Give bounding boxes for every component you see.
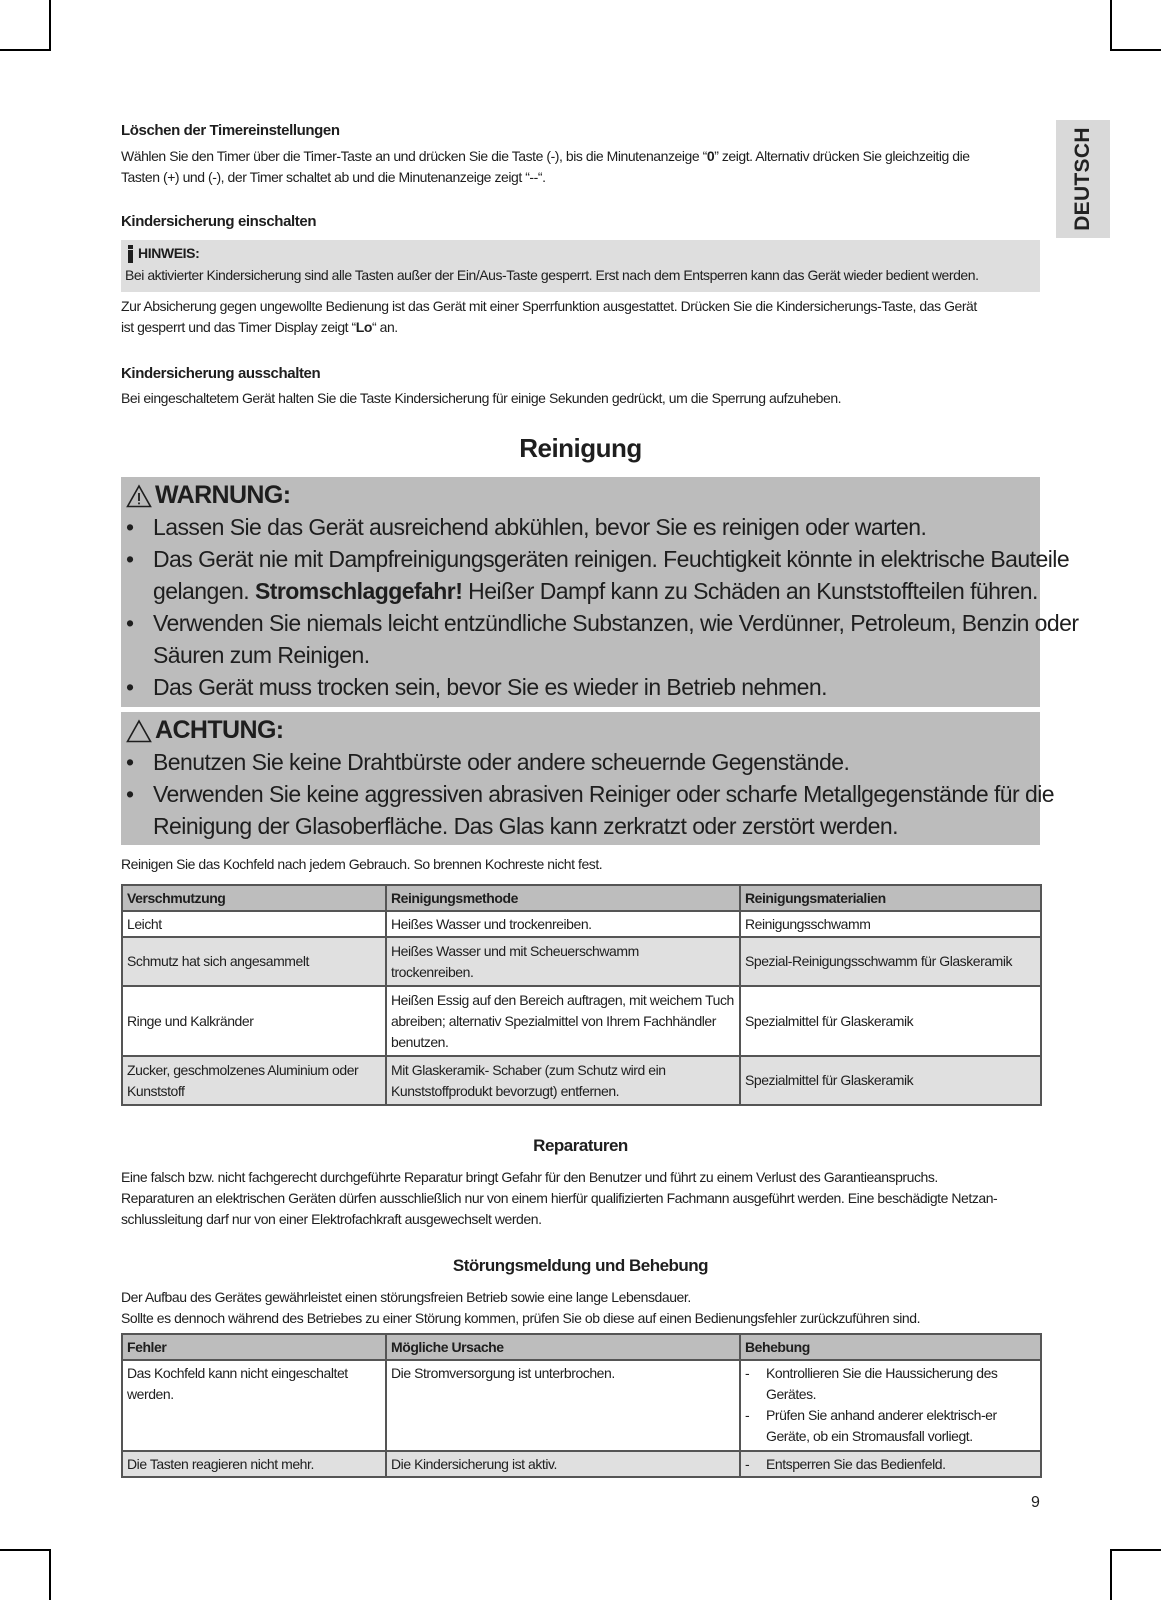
caution-box: ACHTUNG: • Benutzen Sie keine Drahtbürste oder andere scheuernde Gegenstände. • Verwenden Sie keine aggressiven abrasiven Reiniger oder scharfe Metallgegenstände für die Reinigung der Glasoberfläche. Das Glas kann zerkratzt oder zerstört werden. xyxy=(121,712,1040,845)
table-cell: Mit Glaskeramik- Schaber (zum Schutz wird ein Kunststoffprodukt bevorzugt) entfernen. xyxy=(386,1056,740,1105)
troubleshooting-line-1: Der Aufbau des Gerätes gewährleistet einen störungsfreien Betrieb sowie eine lange Lebensdauer. xyxy=(121,1289,691,1305)
table-row xyxy=(122,986,1041,1056)
table-cell: Heißes Wasser und trockenreiben. xyxy=(386,911,740,937)
fix-list xyxy=(745,1363,1036,1447)
table-row xyxy=(122,1360,1041,1451)
timer-reset-paragraph xyxy=(121,146,970,188)
table-cell xyxy=(740,1451,1041,1477)
table-cell: Spezialmittel für Glaskeramik xyxy=(740,986,1041,1056)
table-cell: Schmutz hat sich angesammelt xyxy=(122,937,386,986)
warning-title: WARNUNG: xyxy=(126,481,290,510)
timer-reset-heading: Löschen der Timereinstellungen xyxy=(121,122,340,139)
fix-item: - Prüfen Sie anhand anderer elektrisch-er Geräte, ob ein Stromausfall vorliegt. xyxy=(745,1407,997,1444)
table-cell: Leicht xyxy=(122,911,386,937)
column-header: Fehler xyxy=(122,1334,386,1360)
repairs-line-1: Eine falsch bzw. nicht fachgerecht durchgeführte Reparatur bringt Gefahr für den Benutzer und führt zu einem Verlust des Garantieanspruchs. xyxy=(121,1169,938,1185)
child-lock-on-heading: Kindersicherung einschalten xyxy=(121,213,317,230)
table-cell: Die Stromversorgung ist unterbrochen. xyxy=(386,1360,740,1451)
table-cell: Reinigungsschwamm xyxy=(740,911,1041,937)
repairs-line-2: Reparaturen an elektrischen Geräten dürfen ausschließlich nur von einem hierfür qualifizierten Fachmann ausgeführt werden. Eine beschädigte Netzan- xyxy=(121,1190,998,1206)
repairs-line-3: schlussleitung darf nur von einer Elektrofachkraft ausgewechselt werden. xyxy=(121,1211,542,1227)
troubleshooting-heading: Störungsmeldung und Behebung xyxy=(452,1256,709,1275)
caution-title: ACHTUNG: xyxy=(126,716,284,745)
timer-reset-line-2: Tasten (+) und (-), der Timer schaltet ab und die Minutenanzeige zeigt “--“. xyxy=(121,169,546,185)
crop-mark-bottom-left-v xyxy=(49,1549,51,1600)
warning-box: WARNUNG: • Lassen Sie das Gerät ausreichend abkühlen, bevor Sie es reinigen oder warten. • Das Gerät nie mit Dampfreinigungsgeräten reinigen. Feuchtigkeit könnte in elektrische Bauteile gelangen. Stromschlaggefahr! Heißer Dampf kann zu Schäden an Kunststoffteilen führen. • Verwenden Sie niemals leicht entzündliche Substanzen, wie Verdünner, Petroleum, Benzin oder Säuren zum Reinigen. • Das Gerät muss trocken sein, bevor Sie es wieder in Betrieb nehmen. xyxy=(121,477,1040,707)
note-box xyxy=(121,240,1040,292)
column-header: Verschmutzung xyxy=(122,885,386,911)
troubleshooting-line-2: Sollte es dennoch während des Betriebes zu einer Störung kommen, prüfen Sie ob diese auf einen Bedienungsfehler zurückzuführen sind. xyxy=(121,1310,921,1326)
table-cell xyxy=(740,1360,1041,1451)
fix-item: - Kontrollieren Sie die Haussicherung des Gerätes. xyxy=(745,1365,998,1402)
crop-mark-bottom-right-v xyxy=(1110,1549,1112,1600)
note-text: Bei aktivierter Kindersicherung sind alle Tasten außer der Ein/Aus-Taste gesperrt. Erst nach dem Entsperren kann das Gerät wieder bedient werden. xyxy=(125,267,979,283)
column-header: Reinigungsmethode xyxy=(386,885,740,911)
table-header-row xyxy=(122,1334,1041,1360)
table-row xyxy=(122,1451,1041,1477)
fix-list xyxy=(745,1454,1036,1475)
language-tab xyxy=(1056,120,1110,238)
table-row xyxy=(122,911,1041,937)
electric-shock-warning: Stromschlaggefahr! xyxy=(254,578,463,604)
table-row xyxy=(122,1056,1041,1105)
child-lock-off-text: Bei eingeschaltetem Gerät halten Sie die Taste Kindersicherung für einige Sekunden gedrückt, um die Sperrung aufzuheben. xyxy=(121,390,842,406)
column-header: Reinigungsmaterialien xyxy=(740,885,1041,911)
table-cell: Die Kindersicherung ist aktiv. xyxy=(386,1451,740,1477)
table-cell: Die Tasten reagieren nicht mehr. xyxy=(122,1451,386,1477)
info-icon xyxy=(127,245,134,261)
child-lock-on-line-1: Zur Absicherung gegen ungewollte Bedienung ist das Gerät mit einer Sperrfunktion ausgestattet. Drücken Sie die Kindersicherungs-Taste, das Gerät xyxy=(121,298,977,314)
table-cell: Spezial-Reinigungsschwamm für Glaskeramik xyxy=(740,937,1041,986)
repairs-paragraph xyxy=(121,1167,997,1230)
table-cell: Heißen Essig auf den Bereich auftragen, mit weichem Tuch abreiben; alternativ Spezialmittel von Ihrem Fachhändler benutzen. xyxy=(386,986,740,1056)
timer-reset-line-1: Wählen Sie den Timer über die Timer-Taste an und drücken Sie die Taste (-), bis die Minutenanzeige “0” zeigt. Alternativ drücken Sie gleichzeitig die xyxy=(121,148,970,164)
cleaning-heading: Reinigung xyxy=(519,433,642,463)
language-label: DEUTSCH xyxy=(1071,127,1095,231)
crop-mark-top-right-v xyxy=(1110,0,1112,51)
child-lock-on-line-2: ist gesperrt und das Timer Display zeigt “Lo“ an. xyxy=(121,319,398,335)
cleaning-table xyxy=(121,884,1042,1106)
column-header: Mögliche Ursache xyxy=(386,1334,740,1360)
note-title: HINWEIS: xyxy=(127,245,199,261)
crop-mark-top-left-v xyxy=(49,0,51,51)
table-cell: Ringe und Kalkränder xyxy=(122,986,386,1056)
table-cell: Spezialmittel für Glaskeramik xyxy=(740,1056,1041,1105)
fix-item: - Entsperren Sie das Bedienfeld. xyxy=(745,1455,946,1472)
table-row xyxy=(122,937,1041,986)
repairs-heading: Reparaturen xyxy=(533,1136,628,1155)
cleaning-intro: Reinigen Sie das Kochfeld nach jedem Gebrauch. So brennen Kochreste nicht fest. xyxy=(121,856,603,872)
troubleshooting-paragraph xyxy=(121,1287,920,1329)
child-lock-on-paragraph xyxy=(121,296,977,338)
crop-mark-top-left-h xyxy=(0,49,51,51)
caution-triangle-icon xyxy=(126,719,152,743)
table-cell: Zucker, geschmolzenes Aluminium oder Kunststoff xyxy=(122,1056,386,1105)
warning-triangle-icon xyxy=(126,484,152,508)
crop-mark-top-right-h xyxy=(1110,49,1161,51)
troubleshooting-table xyxy=(121,1333,1042,1478)
page-number: 9 xyxy=(1031,1494,1040,1511)
column-header: Behebung xyxy=(740,1334,1041,1360)
table-cell: Das Kochfeld kann nicht eingeschaltet werden. xyxy=(122,1360,386,1451)
crop-mark-bottom-left-h xyxy=(0,1549,51,1551)
child-lock-off-heading: Kindersicherung ausschalten xyxy=(121,365,321,382)
table-header-row xyxy=(122,885,1041,911)
table-cell: Heißes Wasser und mit Scheuerschwamm trockenreiben. xyxy=(386,937,740,986)
crop-mark-bottom-right-h xyxy=(1110,1549,1161,1551)
